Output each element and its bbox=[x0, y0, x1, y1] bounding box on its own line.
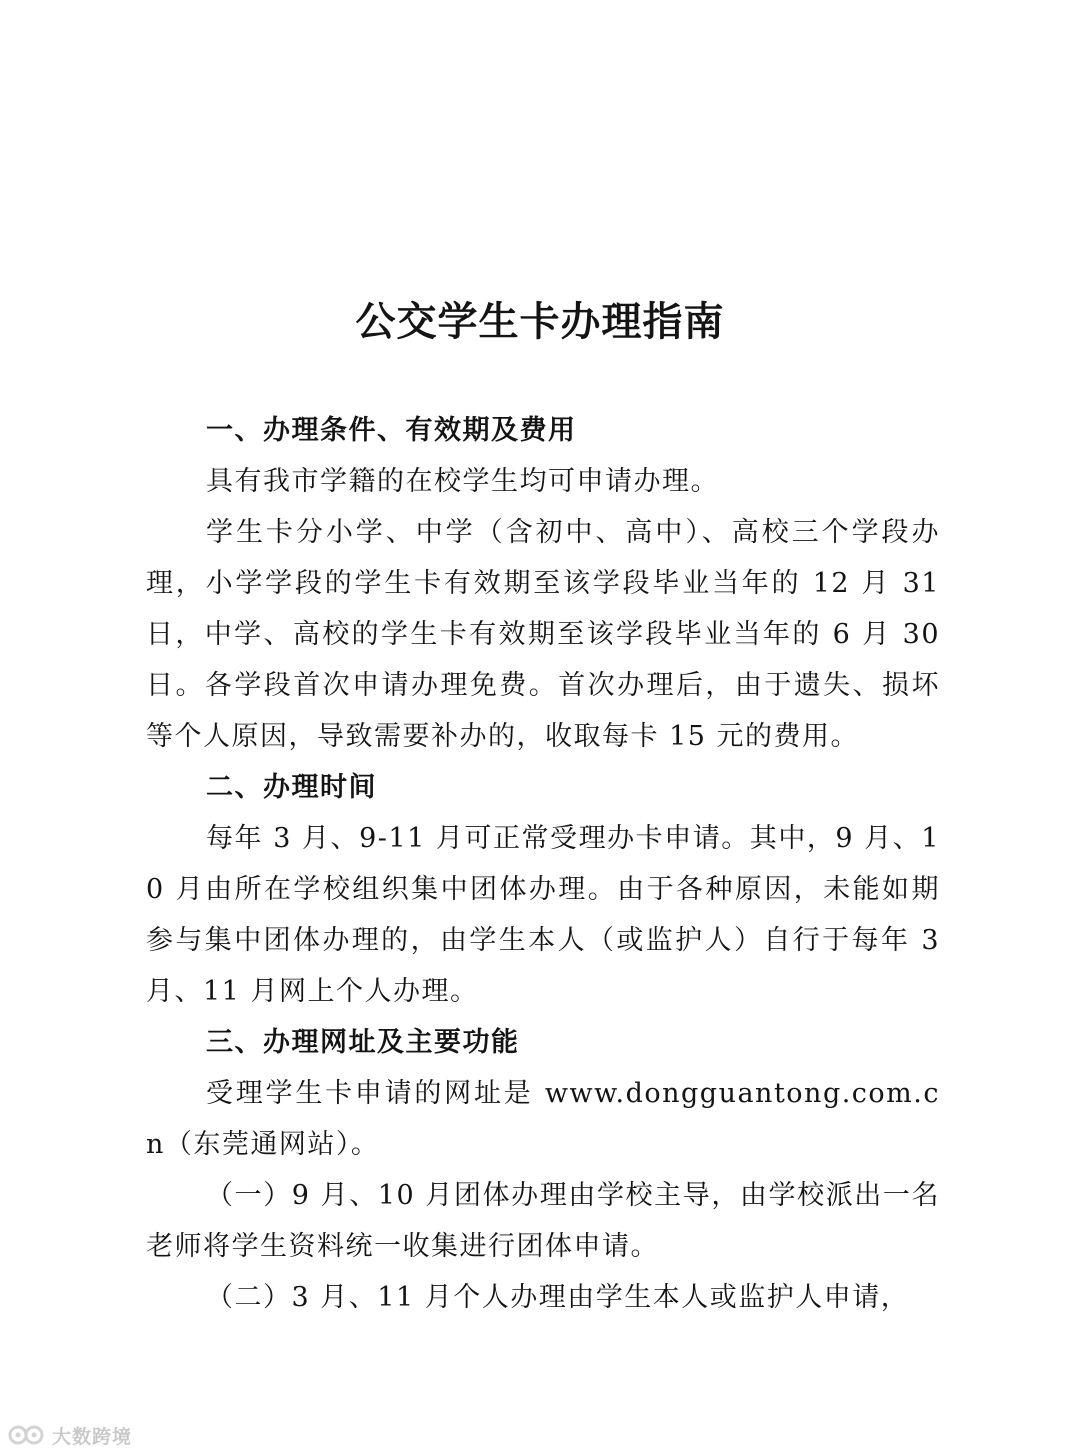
eye-logo-icon bbox=[8, 1422, 46, 1448]
document-title: 公交学生卡办理指南 bbox=[355, 299, 725, 345]
watermark bbox=[8, 1420, 132, 1450]
paragraph: （一）9 月、10 月团体办理由学校主导，由学校派出一名老师将学生资料统一收集进行团体申请。 bbox=[146, 1180, 940, 1262]
section-heading: 二、办理时间 bbox=[206, 772, 377, 803]
section-heading: 一、办理条件、有效期及费用 bbox=[206, 415, 577, 446]
paragraph: 学生卡分小学、中学（含初中、高中）、高校三个学段办理，小学学段的学生卡有效期至该学段毕业当年的 12 月 31 日，中学、高校的学生卡有效期至该学段毕业当年的 6 月 30 日。各学段首次申请办理免费。首次办理后，由于遗失、损坏等个人原因，导致需要补办的，收取每卡 15 元的费用。 bbox=[146, 517, 940, 752]
paragraph: 受理学生卡申请的网址是 www.dongguantong.com.cn（东莞通网站）。 bbox=[146, 1078, 940, 1160]
paragraph: （二）3 月、11 月个人办理由学生本人或监护人申请， bbox=[206, 1282, 910, 1313]
watermark-text: 大数跨境 bbox=[52, 1425, 133, 1448]
section-conditions bbox=[146, 405, 940, 762]
document-body bbox=[146, 405, 940, 1323]
section-heading: 三、办理网址及主要功能 bbox=[206, 1027, 520, 1058]
section-time bbox=[146, 762, 940, 1017]
section-website bbox=[146, 1017, 940, 1323]
paragraph: 具有我市学籍的在校学生均可申请办理。 bbox=[206, 466, 719, 497]
paragraph: 每年 3 月、9-11 月可正常受理办卡申请。其中，9 月、10 月由所在学校组织集中团体办理。由于各种原因，未能如期参与集中团体办理的，由学生本人（或监护人）自行于每年 3 月、11 月网上个人办理。 bbox=[146, 823, 940, 1007]
